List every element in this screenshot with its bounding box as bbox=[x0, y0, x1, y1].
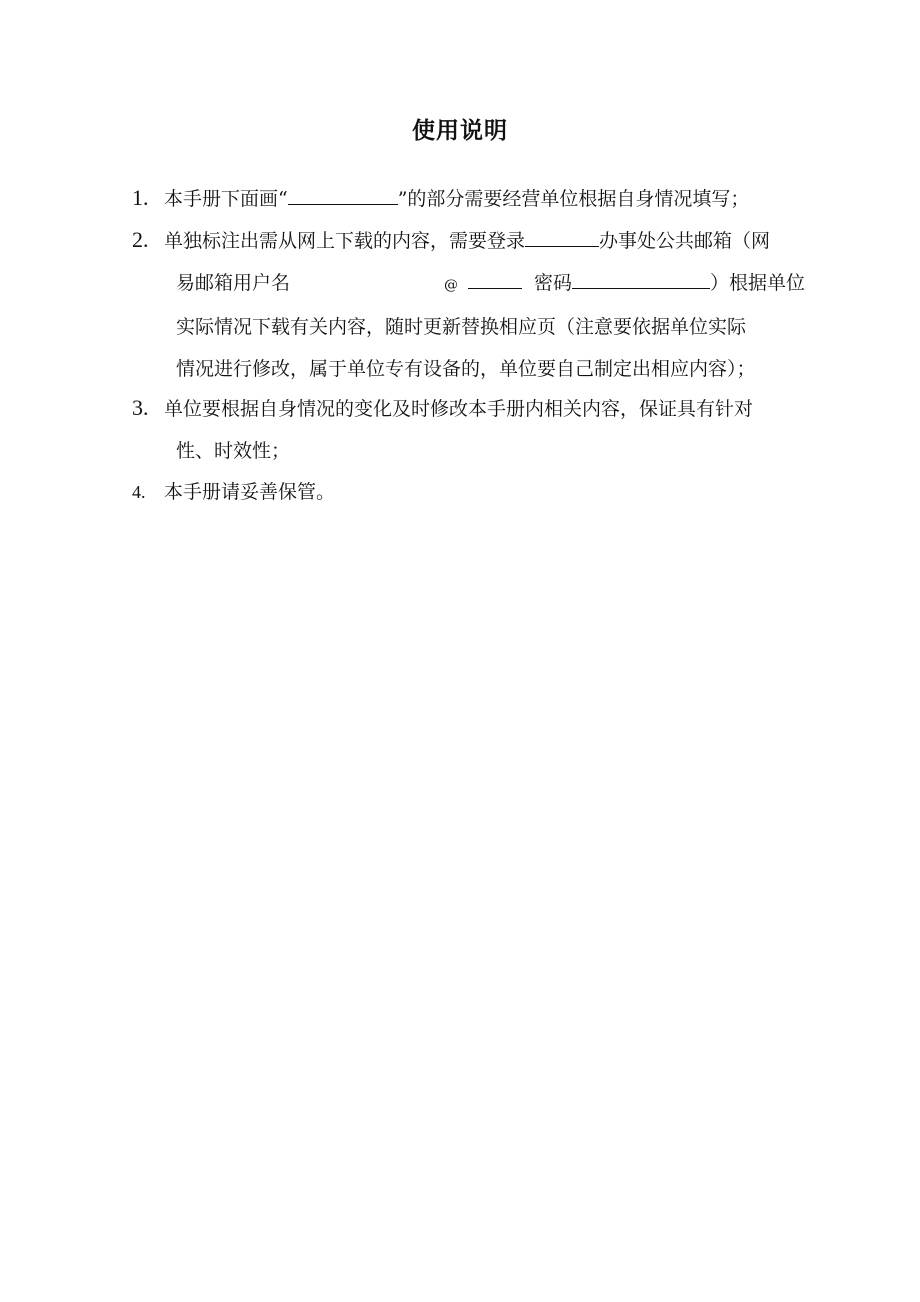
list-item-2 bbox=[132, 219, 852, 390]
page-title: 使用说明 bbox=[412, 118, 508, 144]
list-item-3 bbox=[132, 387, 852, 472]
password-blank[interactable] bbox=[572, 268, 710, 289]
at-symbol: @ bbox=[444, 277, 459, 293]
item-text: 易邮箱用户名 bbox=[176, 272, 291, 294]
item-text: 本手册下面画“ bbox=[164, 188, 288, 210]
item-number: 3. bbox=[132, 395, 149, 420]
item-text: 实际情况下载有关内容，随时更新替换相应页（注意要依据单位实际 bbox=[176, 316, 747, 338]
item-number: 2. bbox=[132, 227, 149, 252]
item-number: 4. bbox=[132, 482, 146, 502]
list-item-1 bbox=[132, 177, 852, 220]
item-text: 本手册请妥善保管。 bbox=[164, 481, 336, 503]
domain-blank[interactable] bbox=[468, 268, 522, 289]
item-number: 1. bbox=[132, 185, 149, 210]
item-text: 单位要根据自身情况的变化及时修改本手册内相关内容，保证具有针对 bbox=[164, 398, 754, 420]
item-text: 情况进行修改，属于单位专有设备的，单位要自己制定出相应内容）； bbox=[176, 358, 756, 380]
office-blank[interactable] bbox=[525, 226, 599, 247]
item-text: 单独标注出需从网上下载的内容，需要登录 bbox=[164, 230, 526, 252]
item-text: ”的部分需要经营单位根据自身情况填写； bbox=[397, 188, 750, 210]
item-text: 办事处公共邮箱（网 bbox=[599, 230, 771, 252]
item-text: ）根据单位 bbox=[710, 272, 806, 294]
list-item-4 bbox=[132, 471, 852, 513]
item-text: 性、时效性； bbox=[176, 440, 291, 462]
fill-blank[interactable] bbox=[288, 184, 398, 205]
item-text: 密码 bbox=[534, 272, 573, 294]
